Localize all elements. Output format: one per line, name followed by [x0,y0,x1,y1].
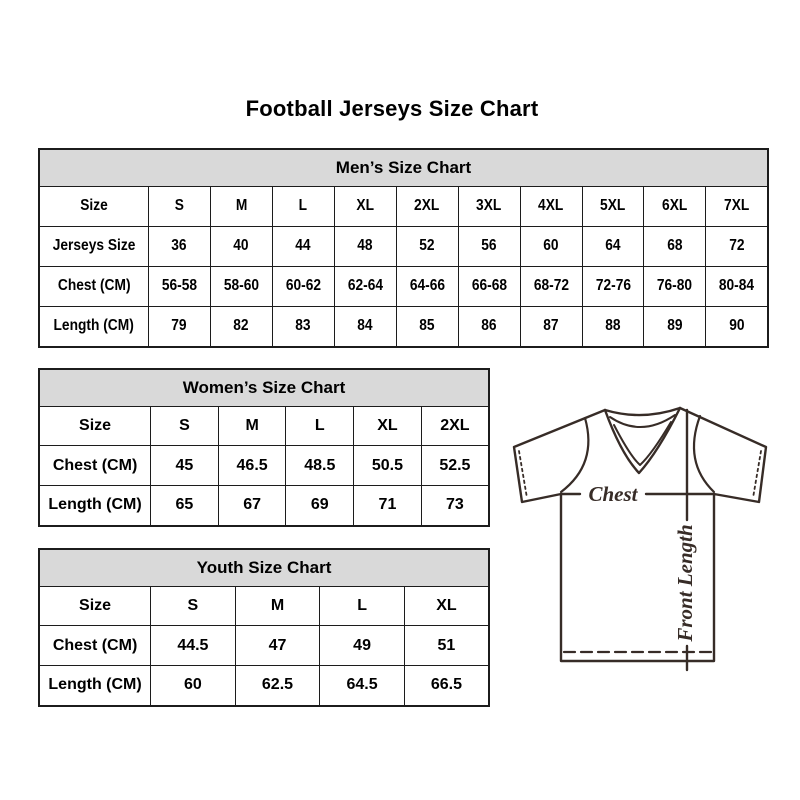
armhole-seam-right [694,416,714,492]
table-cell [39,187,148,227]
cell-text: 72-76 [595,277,631,295]
table-title: Youth Size Chart [39,549,489,587]
cell-text: 71 [378,496,397,514]
table-cell [421,446,489,485]
cell-text: Jerseys Size [52,237,136,255]
collar-back-curve [605,408,680,415]
table-cell [39,665,151,706]
cell-text: 90 [729,317,745,335]
cell-text: 64.5 [346,676,378,694]
table-cell [272,306,334,347]
cell-text: 73 [445,496,464,514]
cell-text: 88 [605,317,621,335]
cell-text: 47 [268,636,287,654]
table-cell [151,485,219,526]
cell-text: 60 [183,676,202,694]
cell-text: 48.5 [304,456,336,474]
table-cell [644,226,706,266]
cell-text: XL [356,197,374,215]
table-cell [458,266,520,306]
cell-text: 86 [481,317,497,335]
table-row [39,485,489,526]
table-cell [148,266,210,306]
cell-text: 3XL [476,197,502,215]
cell-text: L [314,417,325,435]
armhole-seam-left [561,418,588,492]
mens-size-chart [38,148,769,348]
table-row [39,306,768,347]
chest-label: Chest [588,482,638,506]
cell-text: 2XL [440,417,470,435]
cell-text: 87 [543,317,559,335]
table-cell [396,187,458,227]
table-cell [334,226,396,266]
table-cell [218,446,286,485]
cell-text: Chest (CM) [52,456,138,474]
table-title-row [39,149,768,187]
table-cell [644,187,706,227]
table-cell [235,665,320,706]
cell-text: Length (CM) [48,676,142,694]
table-cell [334,306,396,347]
table-title: Men’s Size Chart [39,149,768,187]
table-cell [272,187,334,227]
table-cell [148,306,210,347]
table-cell [404,626,489,665]
table-cell [582,306,644,347]
table-cell [39,226,148,266]
table-cell [458,187,520,227]
collar-rib-line-2 [614,422,671,465]
table-cell [272,266,334,306]
cell-text: L [299,197,308,215]
table-row [39,266,768,306]
table-row [39,226,768,266]
cell-text: 36 [171,237,187,255]
table-cell [706,266,768,306]
cell-text: 85 [419,317,435,335]
table-cell [520,187,582,227]
table-cell [218,407,286,446]
table-cell [458,306,520,347]
cell-text: 50.5 [371,456,404,474]
table-title-row [39,549,489,587]
front-length-label: Front Length [673,524,697,642]
cell-text: 56 [481,237,497,255]
cell-text: Size [79,417,112,435]
table-cell [582,187,644,227]
table-cell [235,626,320,665]
cell-text: S [187,597,199,615]
table-cell [148,187,210,227]
table-cell [354,407,422,446]
cell-text: M [235,197,248,215]
table-cell [210,266,272,306]
womens-size-chart [38,368,490,527]
cell-text: 56-58 [161,277,197,295]
jersey-measurement-diagram [500,402,780,674]
cell-text: 68 [667,237,683,255]
cell-text: 84 [357,317,373,335]
table-cell [404,665,489,706]
table-cell [396,266,458,306]
table-cell [644,266,706,306]
table-cell [354,485,422,526]
collar-rib-line-1 [610,415,675,427]
cell-text: Size [80,197,108,215]
cell-text: 76-80 [657,277,693,295]
table-cell [396,226,458,266]
cell-text: 60 [543,237,559,255]
cuff-dotted-lines [519,451,761,498]
cell-text: XL [436,597,457,615]
table-cell [396,306,458,347]
table-cell [458,226,520,266]
cell-text: 68-72 [533,277,569,295]
cell-text: M [270,597,285,615]
table-cell [520,266,582,306]
table-cell [320,626,405,665]
table-cell [39,306,148,347]
cell-text: Length (CM) [48,496,142,514]
cell-text: Size [79,597,112,615]
page-title: Football Jerseys Size Chart [245,96,539,121]
cell-text: 65 [175,496,194,514]
table-cell [421,407,489,446]
cell-text: Chest (CM) [52,636,138,654]
table-cell [421,485,489,526]
table-row [39,665,489,706]
cell-text: 66-68 [471,277,507,295]
table-cell [320,587,405,626]
mens-table [38,148,769,348]
table-cell [151,446,219,485]
cell-text: 45 [175,456,194,474]
table-cell [151,587,236,626]
cell-text: 2XL [414,197,440,215]
table-title-row [39,369,489,407]
cell-text: 69 [310,496,329,514]
cell-text: 62-64 [347,277,383,295]
cell-text: 51 [437,636,456,654]
cell-text: 64-66 [409,277,445,295]
table-cell [286,446,354,485]
cell-text: 49 [353,636,371,654]
table-cell [286,485,354,526]
cell-text: Chest (CM) [57,277,131,295]
table-row [39,446,489,485]
cell-text: 83 [295,317,311,335]
table-cell [320,665,405,706]
table-cell [354,446,422,485]
table-cell [334,266,396,306]
cell-text: XL [377,417,398,435]
cell-text: 48 [357,237,373,255]
table-cell [235,587,320,626]
table-cell [151,626,236,665]
table-cell [148,226,210,266]
table-cell [286,407,354,446]
table-cell [39,626,151,665]
table-cell [210,187,272,227]
cell-text: 67 [243,496,261,514]
cell-text: 80-84 [719,277,755,295]
table-cell [520,226,582,266]
table-cell [39,407,151,446]
cell-text: 64 [605,237,621,255]
table-cell [39,485,151,526]
cell-text: 7XL [724,197,750,215]
cell-text: L [357,597,367,615]
cell-text: 89 [667,317,683,335]
cell-text: M [245,417,259,435]
youth-size-chart [38,548,490,707]
cell-text: 6XL [662,197,688,215]
cell-text: 82 [233,317,249,335]
table-cell [39,446,151,485]
table-cell [706,306,768,347]
table-row [39,587,489,626]
cell-text: 58-60 [223,277,259,295]
cell-text: Length (CM) [53,317,135,335]
table-row [39,187,768,227]
cell-text: 44 [295,237,311,255]
table-cell [582,266,644,306]
table-cell [706,226,768,266]
cell-text: 60-62 [285,277,321,295]
cell-text: 79 [171,317,187,335]
table-cell [334,187,396,227]
cell-text: 66.5 [430,676,462,694]
table-cell [272,226,334,266]
table-cell [39,266,148,306]
table-title: Women’s Size Chart [39,369,489,407]
table-cell [706,187,768,227]
cell-text: 62.5 [261,676,294,694]
cell-text: 52 [419,237,435,255]
table-cell [151,665,236,706]
cell-text: 5XL [600,197,626,215]
table-cell [218,485,286,526]
table-cell [210,306,272,347]
cell-text: 4XL [538,197,564,215]
cell-text: 44.5 [177,636,209,654]
table-cell [644,306,706,347]
table-cell [404,587,489,626]
table-cell [151,407,219,446]
womens-table [38,368,490,527]
table-cell [210,226,272,266]
jersey-outline-group [514,408,766,670]
cell-text: 72 [729,237,745,255]
jersey-body-outline [514,408,766,661]
table-row [39,407,489,446]
cell-text: S [179,417,190,435]
table-cell [520,306,582,347]
table-cell [39,587,151,626]
cell-text: 40 [233,237,249,255]
cell-text: 52.5 [439,456,471,474]
youth-table [38,548,490,707]
table-row [39,626,489,665]
table-cell [582,226,644,266]
cell-text: S [174,197,184,215]
cell-text: 46.5 [236,456,268,474]
